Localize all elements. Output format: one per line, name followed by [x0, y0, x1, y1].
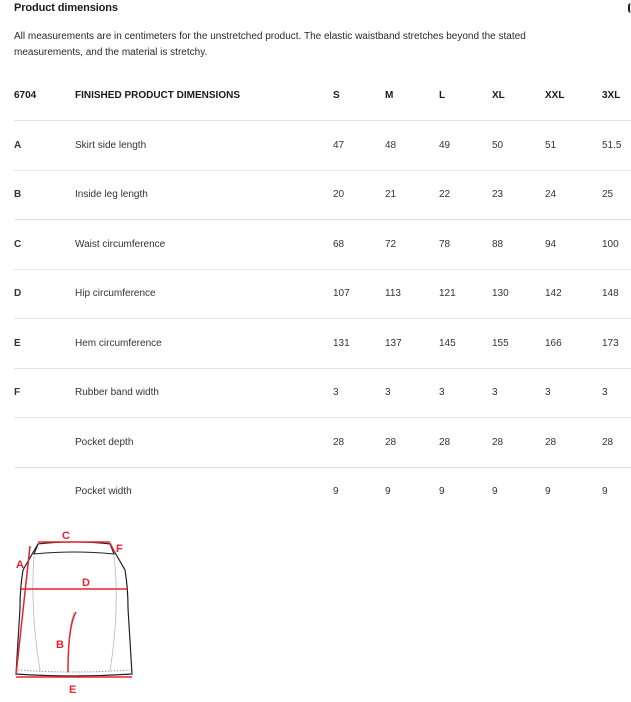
cell-value: 121 [439, 269, 492, 319]
cell-value: 51 [545, 121, 602, 171]
cell-value: 78 [439, 220, 492, 270]
skirt-measurement-diagram [10, 528, 142, 700]
label-b: B [56, 639, 64, 651]
header-size-l: L [439, 71, 492, 121]
row-code: B [14, 170, 75, 220]
row-name: Hem circumference [75, 319, 333, 369]
cell-value: 28 [439, 418, 492, 468]
table-row [14, 220, 631, 270]
cell-value: 148 [602, 269, 631, 319]
table-header-row [14, 71, 631, 121]
header-size-3xl: 3XL [602, 71, 631, 121]
cell-value: 28 [545, 418, 602, 468]
cell-value: 3 [333, 368, 385, 418]
row-code: D [14, 269, 75, 319]
cell-value: 131 [333, 319, 385, 369]
cell-value: 3 [492, 368, 545, 418]
row-name: Pocket width [75, 486, 132, 498]
table-row [14, 319, 631, 369]
cell-value: 3 [385, 368, 439, 418]
header-dimension-name: FINISHED PRODUCT DIMENSIONS [75, 71, 333, 121]
table-row [14, 368, 631, 418]
table-row [14, 121, 631, 171]
cell-value: 24 [545, 170, 602, 220]
table-row [14, 418, 631, 468]
cell-value: 9 [602, 486, 608, 498]
cell-value: 9 [545, 486, 551, 498]
row-code: C [14, 220, 75, 270]
table-row [14, 269, 631, 319]
table-row [14, 170, 631, 220]
cell-value: 50 [492, 121, 545, 171]
cell-value: 28 [333, 418, 385, 468]
cell-value: 155 [492, 319, 545, 369]
cell-value: 72 [385, 220, 439, 270]
cell-value: 9 [439, 486, 445, 498]
cell-value: 25 [602, 170, 631, 220]
header-size-xl: XL [492, 71, 545, 121]
label-c: C [62, 530, 70, 542]
cell-value: 107 [333, 269, 385, 319]
cell-value: 88 [492, 220, 545, 270]
cell-value: 68 [333, 220, 385, 270]
row-name: Hip circumference [75, 269, 333, 319]
header-size-xxl: XXL [545, 71, 602, 121]
row-name: Inside leg length [75, 170, 333, 220]
row-code: F [14, 368, 75, 418]
cell-value: 22 [439, 170, 492, 220]
cell-value: 113 [385, 269, 439, 319]
cell-value: 3 [602, 368, 631, 418]
page-title: Product dimensions [14, 2, 118, 14]
row-name: Waist circumference [75, 220, 333, 270]
label-d: D [82, 577, 90, 589]
cell-value: 166 [545, 319, 602, 369]
cell-value: 173 [602, 319, 631, 369]
cell-value: 3 [545, 368, 602, 418]
cell-value: 142 [545, 269, 602, 319]
header-product-code: 6704 [14, 71, 75, 121]
waistband [34, 542, 114, 554]
measurement-note: All measurements are in centimeters for the unstretched product. The elastic waistband stretches beyond the stated measurements, and the material is stretchy. [14, 31, 526, 58]
cell-value: 28 [492, 418, 545, 468]
row-code [14, 418, 75, 468]
cell-value: 94 [545, 220, 602, 270]
header-size-s: S [333, 71, 385, 121]
cell-value: 9 [333, 486, 339, 498]
cell-value: 28 [602, 418, 631, 468]
cell-value: 100 [602, 220, 631, 270]
row-name: Skirt side length [75, 121, 333, 171]
label-e: E [69, 684, 77, 696]
header-size-m: M [385, 71, 439, 121]
row-name: Rubber band width [75, 368, 333, 418]
cell-value: 21 [385, 170, 439, 220]
cell-value: 48 [385, 121, 439, 171]
cell-value: 20 [333, 170, 385, 220]
cell-value: 9 [492, 486, 498, 498]
row-code: A [14, 121, 75, 171]
cell-value: 49 [439, 121, 492, 171]
cell-value: 51.5 [602, 121, 631, 171]
cell-value: 145 [439, 319, 492, 369]
table-row [14, 467, 631, 516]
label-a: A [16, 559, 24, 571]
cell-value: 137 [385, 319, 439, 369]
cell-value: 130 [492, 269, 545, 319]
cell-value: 47 [333, 121, 385, 171]
row-code [14, 467, 75, 516]
cell-value: 9 [385, 486, 391, 498]
row-code: E [14, 319, 75, 369]
cell-value: 23 [492, 170, 545, 220]
label-f: F [116, 543, 123, 555]
dimensions-table [14, 71, 631, 516]
cell-value: 28 [385, 418, 439, 468]
cell-value: 3 [439, 368, 492, 418]
row-name: Pocket depth [75, 418, 333, 468]
